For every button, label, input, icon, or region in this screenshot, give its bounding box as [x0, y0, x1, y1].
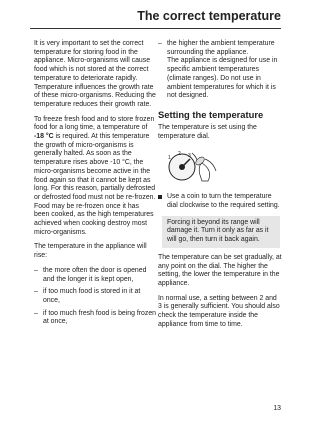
list-item: – if too much fresh food is being frozen at once, [34, 310, 156, 327]
gradual-paragraph: The temperature can be set gradually, at any point on the dial. The higher the setting, the lower the temperature in the appliance. [158, 253, 282, 287]
freezing-paragraph [34, 116, 156, 238]
warning-box: Forcing it beyond its range will damage it. Turn it only as far as it will go, then turn it back again. [162, 216, 280, 248]
rise-intro: The temperature in the appliance will rise: [34, 243, 147, 260]
svg-text:1: 1 [168, 155, 171, 162]
page-header [0, 0, 300, 30]
intro-paragraph: It is very important to set the correct temperature for storing food in the appliance. Micro-organisms will cause food which is not stored at the correct temperature to deteriorate rapidly. Temperature influences the growth rate of these micro-organisms. Reducing the temperature reduces their growth rate. [34, 40, 156, 108]
left-column [34, 40, 156, 331]
normal-use-paragraph: In normal use, a setting between 2 and 3 is generally sufficient. You should also check the temperature inside the appliance from time to time. [158, 294, 280, 328]
ambient-item: the higher the ambient temperature surrounding the appliance. [167, 40, 275, 56]
page-title: The correct temperature [137, 9, 281, 23]
list-item: Use a coin to turn the temperature dial clockwise to the required setting. [158, 193, 282, 210]
freezing-temperature: -18 °C [34, 133, 54, 141]
rise-list [34, 267, 156, 327]
list-item: – the more often the door is opened and the longer it is kept open, [34, 267, 156, 284]
instruction-list [158, 193, 282, 210]
climate-note: The appliance is designed for use in specific ambient temperatures (climate ranges). Do not use in ambient temperatures for which it is not designed. [167, 57, 278, 100]
right-column [158, 40, 282, 335]
temperature-dial-illustration [158, 147, 282, 187]
svg-text:2: 2 [178, 151, 181, 158]
page-number: 13 [273, 405, 281, 412]
rise-list-continued [158, 40, 282, 101]
section-intro: The temperature is set using the temperature dial. [158, 123, 257, 140]
freezing-text-end: is required. At this temperature the growth of micro-organisms is generally halted. As soon as the temperature rises above -10 °C, the micro-organisms become active in the food again so that it cannot be kept as long. For this reason, partially defrosted or defrosted food must not be re-frozen. Food may be re-frozen once it has been cooked, as the high temperatures achieved when cooking destroy most micro-organisms. [34, 133, 156, 236]
section-heading: Setting the temperature [158, 108, 264, 120]
list-item [158, 40, 282, 101]
dial-icon [158, 147, 282, 187]
header-rule [30, 28, 281, 29]
freezing-text-start: To freeze fresh food and to store frozen food for a long time, a temperature of [34, 115, 155, 132]
list-item: – if too much food is stored in it at once, [34, 288, 156, 305]
svg-text:3: 3 [188, 153, 191, 160]
